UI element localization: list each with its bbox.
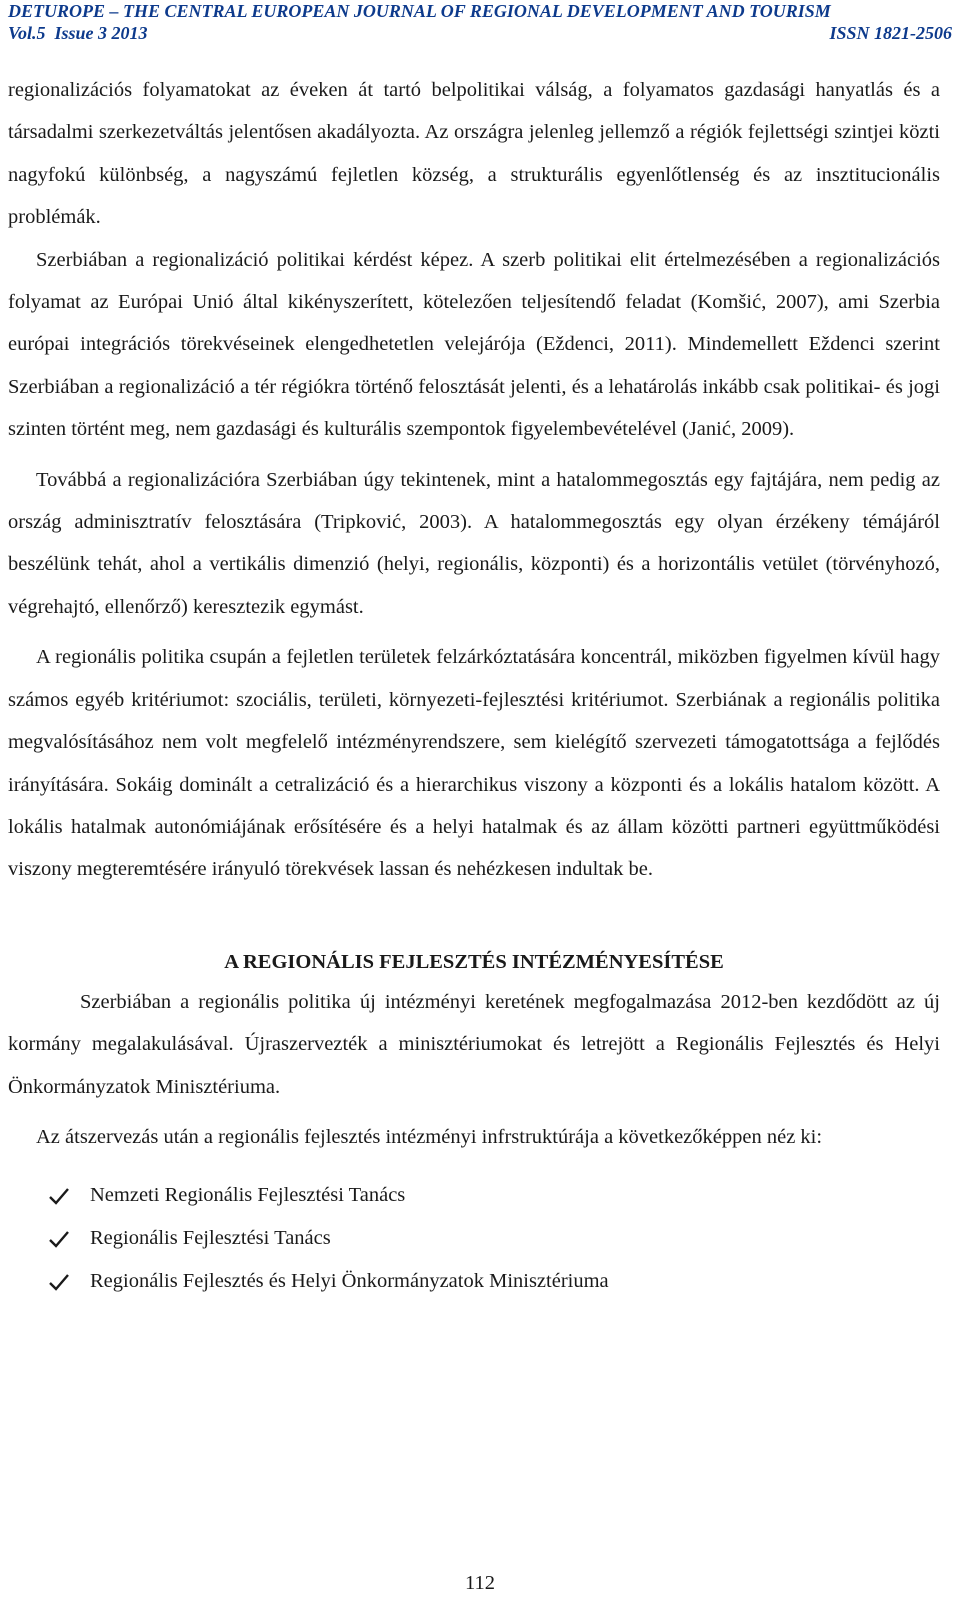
article-body — [8, 69, 940, 1303]
list-item — [8, 1217, 940, 1260]
checkmark-icon — [48, 1229, 70, 1249]
list-item-label: Nemzeti Regionális Fejlesztési Tanács — [90, 1184, 406, 1207]
institution-list — [8, 1174, 940, 1303]
list-item-label: Regionális Fejlesztés és Helyi Önkormányzatok Minisztériuma — [90, 1270, 609, 1293]
paragraph: regionalizációs folyamatokat az éveken át tartó belpolitikai válság, a folyamatos gazdasági hanyatlás és a társadalmi szerkezetváltás jelentősen akadályozta. Az országra jelenleg jellemző a régiók fejlettségi szintjei közti nagyfokú különbség, a nagyszámú fejletlen község, a strukturális egyenlőtlenség és az insztitucionális problémák. — [8, 79, 940, 229]
journal-title: DETUROPE – THE CENTRAL EUROPEAN JOURNAL OF REGIONAL DEVELOPMENT AND TOURISM — [8, 1, 831, 21]
paragraph: Az átszervezás után a regionális fejlesztés intézményi infrstruktúrája a következőképpen néz ki: — [36, 1125, 823, 1148]
list-item — [8, 1260, 940, 1303]
checkmark-icon — [48, 1272, 70, 1292]
list-item — [8, 1174, 940, 1217]
checkmark-icon — [48, 1186, 70, 1206]
journal-volume: Vol.5 Issue 3 2013 — [8, 23, 148, 43]
paragraph: Továbbá a regionalizációra Szerbiában úgy tekintenek, mint a hatalommegosztás egy fajtájára, nem pedig az ország adminisztratív felosztására (Tripković, 2003). A hatalommegosztás egy olyan érzékeny témájáról beszélünk tehát, ahol a vertikális dimenzió (helyi, regionális, központi) és a horizontális vetület (törvényhozó, végrehajtó, ellenőrző) keresztezik egymást. — [8, 468, 940, 618]
journal-issn: ISSN 1821-2506 — [829, 23, 952, 43]
page-number: 112 — [465, 1572, 495, 1594]
section-heading: A REGIONÁLIS FEJLESZTÉS INTÉZMÉNYESÍTÉSE — [224, 950, 724, 973]
paragraph: Szerbiában a regionalizáció politikai kérdést képez. A szerb politikai elit értelmezésében a regionalizációs folyamat az Európai Unió által kikényszerített, kötelezően teljesítendő feladat (Komšić, 2007), ami Szerbia európai integrációs törekvéseinek elengedhetetlen velejárója (Eždenci, 2011). Mindemellett Eždenci szerint Szerbiában a regionalizáció a tér régiókra történő felosztását jelenti, és a lehatárolás inkább csak politikai- és jogi szinten történt meg, nem gazdasági és kulturális szempontok figyelembevételével (Janić, 2009). — [8, 248, 940, 441]
paragraph: Szerbiában a regionális politika új intézményi keretének megfogalmazása 2012-ben kezdődött az új kormány megalakulásával. Újraszervezték a minisztériumokat és letrejött a Regionális Fejlesztés és Helyi Önkormányzatok Minisztériuma. — [8, 990, 940, 1098]
journal-header — [8, 0, 952, 44]
list-item-label: Regionális Fejlesztési Tanács — [90, 1227, 331, 1250]
paragraph: A regionális politika csupán a fejletlen területek felzárkóztatására koncentrál, miközben figyelmen kívül hagy számos egyéb kritériumot: szociális, területi, környezeti-fejlesztési kritériumot. Szerbiának a regionális politika megvalósításához nem volt megfelelő intézményrendszere, sem kielégítő szervezeti támogatottsága a fejlődés irányítására. Sokáig dominált a cetralizáció és a hierarchikus viszony a központi és a lokális hatalom között. A lokális hatalmak autonómiájának erősítésére és a helyi hatalmak és az állam közötti partneri együttműködési viszony megteremtésére irányuló törekvések lassan és nehézkesen indultak be. — [8, 646, 940, 881]
